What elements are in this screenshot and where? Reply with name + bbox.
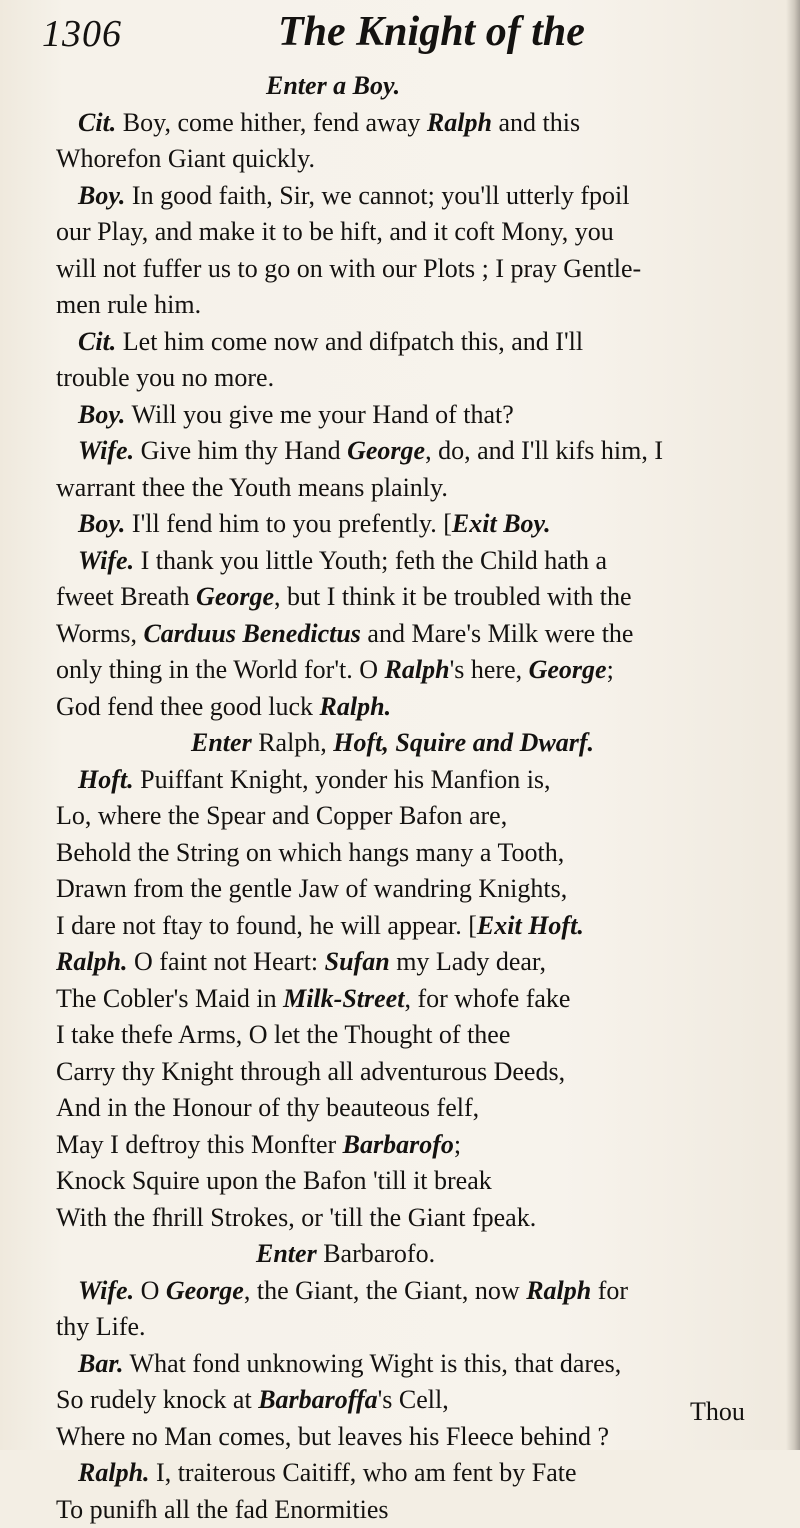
italic-segment: Wife. (78, 1276, 134, 1305)
italic-segment: Cit. (78, 108, 116, 137)
text-segment: warrant thee the Youth means plainly. (56, 473, 448, 502)
text-line (56, 506, 788, 543)
text-segment: Knock Squire upon the Bafon 'till it break (56, 1166, 492, 1195)
text-segment: 's here, (450, 655, 529, 684)
text-line (56, 470, 788, 507)
text-line (56, 1273, 788, 1310)
text-line (56, 1054, 788, 1091)
italic-segment: Exit Boy. (452, 509, 551, 538)
italic-segment: Ralph. (78, 1458, 150, 1487)
text-segment: my Lady dear, (390, 947, 546, 976)
italic-segment: Enter (256, 1239, 317, 1268)
text-segment: Behold the String on which hangs many a Tooth, (56, 838, 564, 867)
text-segment: May I deftroy this Monfter (56, 1130, 343, 1159)
text-segment: and this (492, 108, 580, 137)
text-segment: our Play, and make it to be hift, and it coft Mony, you (56, 217, 614, 246)
italic-segment: Carduus Benedictus (143, 619, 360, 648)
text-segment: ; (607, 655, 614, 684)
italic-segment: Enter a Boy. (266, 71, 400, 100)
text-line (56, 141, 788, 178)
italic-segment: Boy. (78, 181, 125, 210)
text-segment: Ralph, (252, 728, 334, 757)
text-segment: fweet Breath (56, 582, 196, 611)
italic-segment: Exit Hoft. (477, 911, 584, 940)
text-line (56, 1090, 788, 1127)
text-line (56, 214, 788, 251)
text-line (56, 1455, 788, 1492)
text-segment: trouble you no more. (56, 363, 274, 392)
text-segment: I, traiterous Caitiff, who am fent by Fate (150, 1458, 577, 1487)
text-line (56, 1017, 788, 1054)
text-segment: , do, and I'll kifs him, I (425, 436, 663, 465)
text-line (56, 798, 788, 835)
text-segment: Lo, where the Spear and Copper Bafon are, (56, 801, 507, 830)
italic-segment: Boy. (78, 400, 125, 429)
text-segment: , for whofe fake (404, 984, 570, 1013)
text-line (56, 543, 788, 580)
italic-segment: Boy. (78, 509, 125, 538)
text-line (56, 871, 788, 908)
text-segment: Will you give me your Hand of that? (125, 400, 513, 429)
text-line (56, 178, 788, 215)
text-segment: men rule him. (56, 290, 201, 319)
text-line (56, 433, 788, 470)
text-line (56, 1127, 788, 1164)
text-segment: 's Cell, (378, 1385, 449, 1414)
text-segment: Barbarofo. (317, 1239, 435, 1268)
text-segment: I dare not ftay to found, he will appear. [ (56, 911, 477, 940)
text-line (56, 324, 788, 361)
italic-segment: George (166, 1276, 244, 1305)
text-line (56, 1200, 788, 1237)
text-line (56, 360, 788, 397)
page-number: 1306 (42, 12, 122, 56)
text-segment: O faint not Heart: (128, 947, 325, 976)
text-segment: O (134, 1276, 166, 1305)
italic-segment: Ralph. (320, 692, 392, 721)
italic-segment: George (529, 655, 607, 684)
italic-segment: Sufan (325, 947, 390, 976)
italic-segment: Ralph (427, 108, 492, 137)
text-line (56, 287, 788, 324)
text-segment: will not fuffer us to go on with our Plots ; I pray Gentle- (56, 254, 641, 283)
text-segment: To punifh all the fad Enormities (56, 1495, 389, 1524)
text-line (56, 981, 788, 1018)
italic-segment: Hoft. (78, 765, 134, 794)
text-line (56, 105, 788, 142)
italic-segment: Bar. (78, 1349, 124, 1378)
italic-segment: Cit. (78, 327, 116, 356)
page-header (38, 8, 738, 58)
italic-segment: Hoft, Squire and Dwarf. (333, 728, 594, 757)
text-segment: Carry thy Knight through all adventurous Deeds, (56, 1057, 565, 1086)
text-segment: In good faith, Sir, we cannot; you'll utterly fpoil (125, 181, 629, 210)
running-title: The Knight of the (278, 8, 585, 56)
page-edge-shadow (786, 0, 800, 1450)
text-segment: thy Life. (56, 1312, 146, 1341)
italic-segment: Enter (191, 728, 252, 757)
italic-segment: Ralph (385, 655, 450, 684)
text-segment: What fond unknowing Wight is this, that dares, (124, 1349, 622, 1378)
text-segment: Let him come now and difpatch this, and I'll (116, 327, 583, 356)
text-segment: Whorefon Giant quickly. (56, 144, 315, 173)
text-segment: ; (454, 1130, 461, 1159)
text-segment: With the fhrill Strokes, or 'till the Giant fpeak. (56, 1203, 536, 1232)
text-segment: Boy, come hither, fend away (116, 108, 427, 137)
text-segment: I'll fend him to you prefently. [ (125, 509, 451, 538)
text-segment: I take thefe Arms, O let the Thought of thee (56, 1020, 510, 1049)
text-segment: for (591, 1276, 628, 1305)
italic-segment: Wife. (78, 546, 134, 575)
text-line (56, 1492, 788, 1528)
text-segment: The Cobler's Maid in (56, 984, 283, 1013)
italic-segment: Ralph. (56, 947, 128, 976)
text-line (56, 689, 788, 726)
text-line (56, 1309, 788, 1346)
italic-segment: Barbaroffa (258, 1385, 377, 1414)
text-segment: And in the Honour of thy beauteous felf, (56, 1093, 479, 1122)
text-line (56, 908, 788, 945)
catchword: Thou (690, 1397, 745, 1427)
text-segment: only thing in the World for't. O (56, 655, 385, 684)
text-segment: Puiffant Knight, yonder his Manfion is, (134, 765, 551, 794)
text-line (56, 1163, 788, 1200)
text-segment: I thank you little Youth; feth the Child hath a (134, 546, 607, 575)
text-segment: , the Giant, the Giant, now (244, 1276, 526, 1305)
text-line (56, 725, 788, 762)
text-segment: and Mare's Milk were the (361, 619, 634, 648)
text-segment: Where no Man comes, but leaves his Fleece behind ? (56, 1422, 609, 1451)
italic-segment: George (347, 436, 425, 465)
text-line (56, 944, 788, 981)
text-line (56, 835, 788, 872)
text-segment: Give him thy Hand (134, 436, 347, 465)
text-line (56, 579, 788, 616)
text-line (56, 1236, 788, 1273)
text-segment: Worms, (56, 619, 143, 648)
italic-segment: Milk-Street (283, 984, 404, 1013)
text-line (56, 397, 788, 434)
text-line (56, 652, 788, 689)
italic-segment: Wife. (78, 436, 134, 465)
text-line (56, 68, 788, 105)
text-line (56, 762, 788, 799)
text-segment: So rudely knock at (56, 1385, 258, 1414)
text-line (56, 1382, 788, 1419)
text-segment: God fend thee good luck (56, 692, 320, 721)
text-line (56, 1346, 788, 1383)
italic-segment: Ralph (526, 1276, 591, 1305)
play-text-body (56, 68, 788, 1528)
text-line (56, 616, 788, 653)
text-segment: , but I think it be troubled with the (274, 582, 631, 611)
text-line (56, 251, 788, 288)
text-segment: Drawn from the gentle Jaw of wandring Knights, (56, 874, 567, 903)
italic-segment: Barbarofo (343, 1130, 454, 1159)
italic-segment: George (196, 582, 274, 611)
